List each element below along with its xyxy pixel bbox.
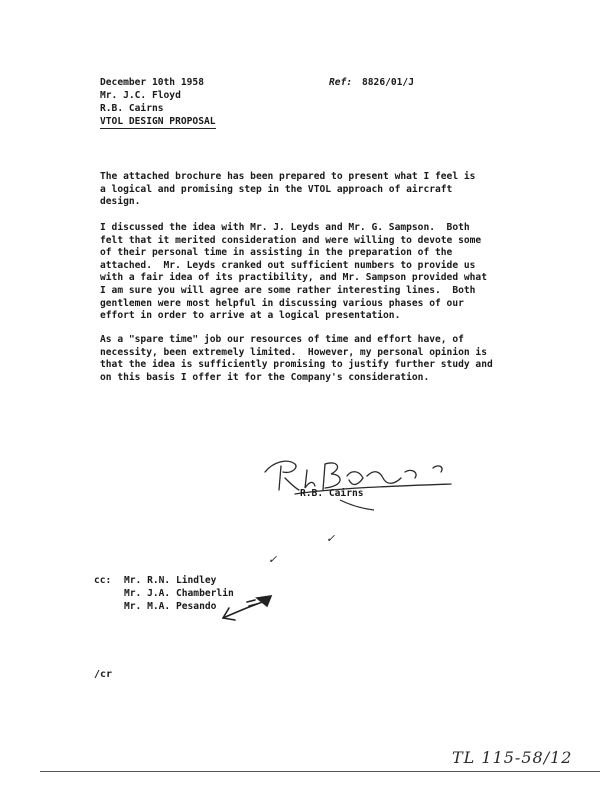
paragraph-3: As a "spare time" job our resources of time and effort have, of necessity, been extremely limited. However, my personal opinion is that the idea is sufficiently promising to justify further study and on this basis I offer it for the Company's consideration. [100,334,493,383]
cc-recipient-2: Mr. J.A. Chamberlin [124,588,234,599]
signature-flourish [338,496,378,516]
ref-number: 8826/01/J [362,77,414,88]
paragraph-2: I discussed the idea with Mr. J. Leyds and Mr. G. Sampson. Both felt that it merited consideration and were willing to devote some of their personal time in assisting in the preparation of the attached. Mr. Leyds cranked out sufficient numbers to provide us with a fair idea of its practibility, and Mr. Sampson provided what I am sure you will agree are some rather interesting lines. Both gentlemen were most helpful in discussing various phases of our effort in order to arrive at a logical presentation. [100,222,487,322]
typist-initials: /cr [94,669,113,680]
typed-signature-name: R.B. Cairns [300,488,364,499]
sender: R.B. Cairns [100,103,164,114]
ref-label: Ref: [329,77,353,88]
hand-drawn-arrow-icon [205,592,275,624]
page-bottom-rule [40,771,600,772]
recipient: Mr. J.C. Floyd [100,90,181,101]
cc-recipient-3: Mr. M.A. Pesando [124,601,217,612]
check-mark-icon: ✓ [326,532,336,545]
subject-line: VTOL DESIGN PROPOSAL [100,115,216,129]
cc-recipient-1: Mr. R.N. Lindley [124,575,217,586]
archive-number: TL 115-58/12 [452,748,573,767]
paragraph-1: The attached brochure has been prepared to present what I feel is a logical and promising step in the VTOL approach of aircraft design. [100,171,476,208]
cc-label: cc: [94,575,112,586]
letter-date: December 10th 1958 [100,77,204,88]
tick-mark-icon: ✓ [268,553,278,566]
